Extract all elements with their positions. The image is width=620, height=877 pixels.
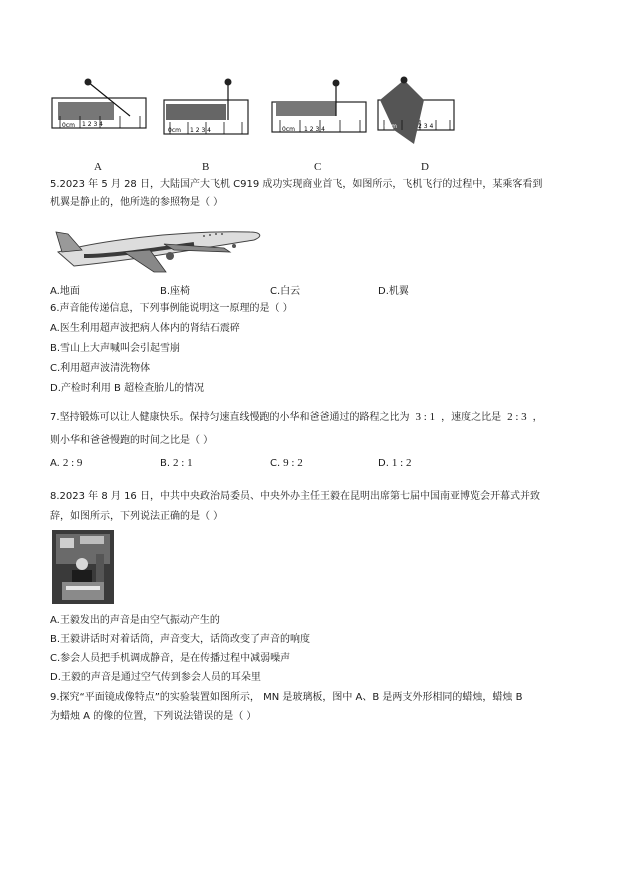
ruler-figure-b: [162, 76, 252, 148]
q7-option-d-letter: D.: [378, 458, 389, 469]
q6-option-c[interactable]: C.利用超声波清洗物体: [50, 363, 151, 374]
q9-text-line1: 9.探究“平面镜成像特点”的实验装置如图所示， MN 是玻璃板，图中 A、B 是两支外形相同的蜡烛，蜡烛 B: [50, 692, 523, 703]
q7-option-d[interactable]: [378, 456, 411, 471]
q7-option-c[interactable]: [270, 456, 303, 471]
svg-text:0cm: 0cm: [168, 127, 181, 134]
q7-text-line1: [50, 410, 543, 425]
figure-label-b: B: [202, 161, 210, 173]
q7-option-b-letter: B.: [160, 458, 171, 469]
q7-speed-ratio: 2 : 3: [507, 411, 527, 423]
q6-option-b[interactable]: B.雪山上大声喊叫会引起雪崩: [50, 343, 181, 354]
q5-option-a[interactable]: A.地面: [50, 286, 80, 297]
speaker-photo: [52, 530, 114, 604]
figure-label-d: D: [421, 161, 429, 173]
q8-option-b[interactable]: B.王毅讲话时对着话筒，声音变大，话筒改变了声音的响度: [50, 634, 311, 645]
q5-option-d[interactable]: D.机翼: [378, 286, 409, 297]
q8-option-d[interactable]: D.王毅的声音是通过空气传到参会人员的耳朵里: [50, 672, 261, 683]
svg-text:1 2 3 4: 1 2 3 4: [82, 121, 103, 128]
airplane-photo: [54, 222, 266, 274]
q7-option-c-value: 9 : 2: [283, 457, 303, 469]
q5-text-line1: 5.2023 年 5 月 28 日，大陆国产大飞机 C919 成功实现商业首飞，如图所示，飞机飞行的过程中，某乘客看到: [50, 179, 543, 190]
q7-stem-part1: 7.坚持锻炼可以让人健康快乐。保持匀速直线慢跑的小华和爸爸通过的路程之比为: [50, 412, 410, 423]
q8-option-a[interactable]: A.王毅发出的声音是由空气振动产生的: [50, 615, 220, 626]
figure-label-a: A: [94, 161, 102, 173]
q6-option-a[interactable]: A.医生利用超声波把病人体内的肾结石震碎: [50, 323, 240, 334]
q7-option-a-letter: A.: [50, 458, 60, 469]
q6-option-d[interactable]: D.产检时利用 B 超检查胎儿的情况: [50, 383, 205, 394]
q5-text-line2: 机翼是静止的，他所选的参照物是（ ）: [50, 197, 224, 208]
svg-text:0cm: 0cm: [282, 126, 295, 133]
q8-text-line1: 8.2023 年 8 月 16 日，中共中央政治局委员、中央外办主任王毅在昆明出席第七届中国南亚博览会开幕式并致: [50, 491, 540, 502]
q7-option-b-value: 2 : 1: [173, 457, 193, 469]
svg-text:2 3 4: 2 3 4: [418, 123, 434, 130]
q7-stem-part3: ，: [532, 412, 543, 423]
q8-option-c[interactable]: C.参会人员把手机调成静音，是在传播过程中减弱噪声: [50, 653, 291, 664]
q9-text-line2: 为蜡烛 A 的像的位置，下列说法错误的是（ ）: [50, 711, 257, 722]
ruler-figure-a: [50, 76, 150, 148]
svg-text:1 2 3 4: 1 2 3 4: [190, 127, 211, 134]
q5-option-b[interactable]: B.座椅: [160, 286, 191, 297]
svg-text:1 2 3 4: 1 2 3 4: [304, 126, 325, 133]
q7-option-c-letter: C.: [270, 458, 281, 469]
q7-distance-ratio: 3 : 1: [415, 411, 436, 423]
svg-text:0cm: 0cm: [384, 123, 397, 130]
q6-text: 6.声音能传递信息，下列事例能说明这一原理的是（ ）: [50, 303, 293, 314]
ruler-figure-c: [270, 76, 370, 148]
q7-option-b[interactable]: [160, 456, 193, 471]
q5-option-c[interactable]: C.白云: [270, 286, 301, 297]
q7-option-a-value: 2 : 9: [62, 457, 83, 469]
ruler-figure-d: [374, 74, 458, 152]
q7-text-line2: 则小华和爸爸慢跑的时间之比是（ ）: [50, 435, 214, 446]
svg-text:0cm: 0cm: [62, 122, 75, 129]
q7-option-a[interactable]: [50, 456, 82, 471]
figure-label-c: C: [314, 161, 322, 173]
q8-text-line2: 辞，如图所示，下列说法正确的是（ ）: [50, 511, 224, 522]
q7-stem-part2: ，速度之比是: [441, 412, 502, 423]
q7-option-d-value: 1 : 2: [391, 457, 412, 469]
